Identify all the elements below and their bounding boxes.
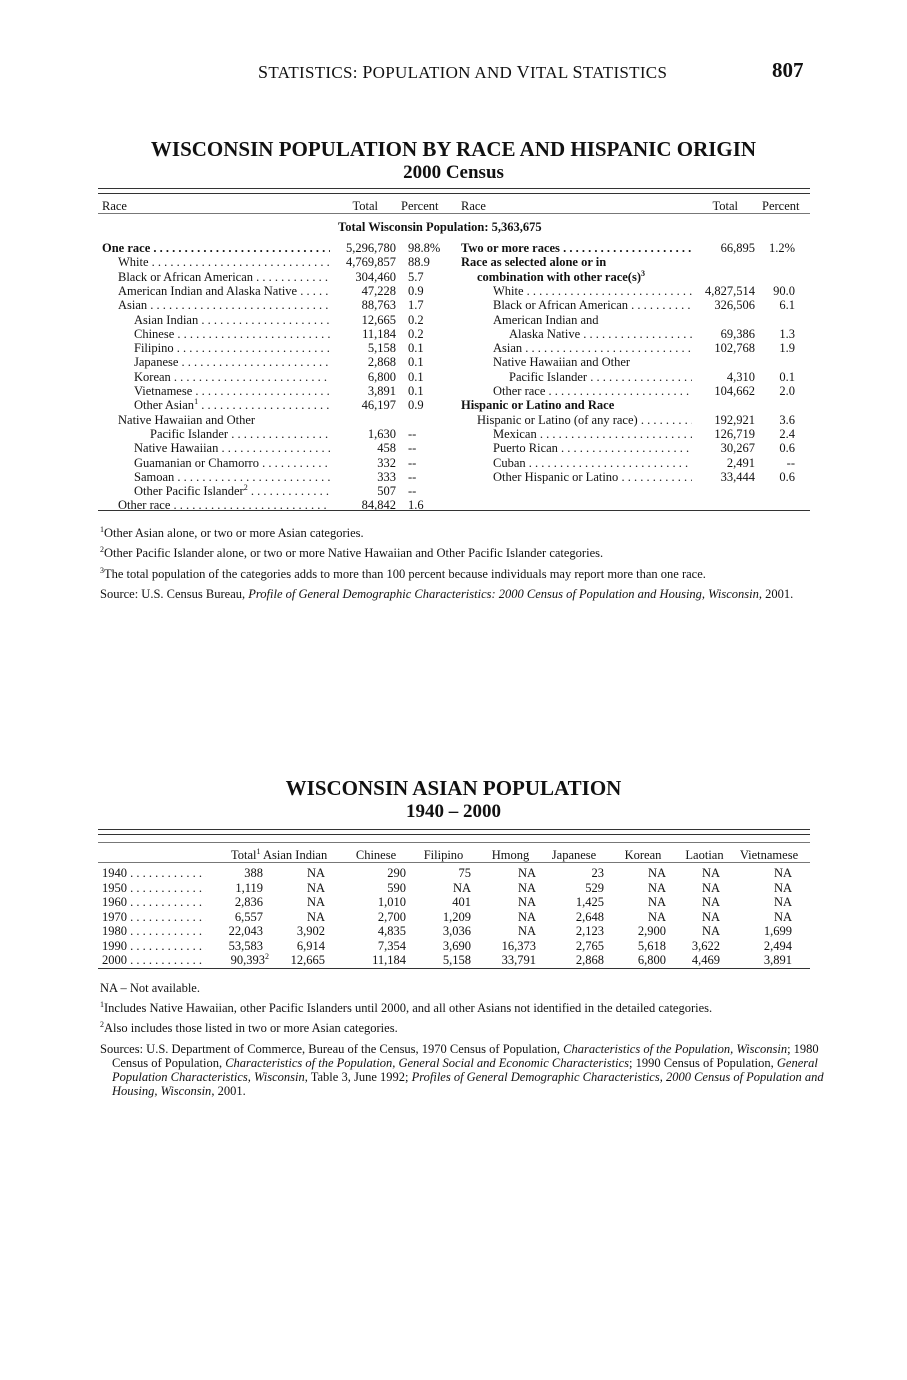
na-note: NA – Not available. [100,981,200,995]
table-cell: 4,469 [691,953,720,967]
table-cell: NA [701,895,720,909]
column-header [483,848,538,862]
table-cell: 5,618 [637,938,666,953]
cell-value: 22,043 [228,924,263,938]
table-cell: 1,209 [442,909,471,924]
table-cell: NA [647,866,666,880]
row-percent: 2.4 [779,426,795,441]
table-cell: NA [306,895,325,909]
row-percent: 1.6 [408,498,424,513]
row-percent: 0.2 [408,312,424,327]
running-header: STATISTICS: POPULATION AND VITAL STATISTICS [258,62,668,82]
row-label-text: White [118,255,149,270]
race-table-subtitle: 2000 Census [403,162,504,183]
table-cell: NA [306,866,325,880]
footnote-marker: 3 [640,268,645,278]
row-percent: -- [408,469,417,484]
row-label [134,470,330,484]
row-total: 6,800 [367,369,396,384]
column-header-text: Vietnamese [739,848,799,862]
row-percent: 0.1 [408,369,424,384]
cell-value: 2,836 [234,895,263,909]
row-label [493,456,692,470]
footnote-marker: 2 [243,484,248,493]
footnote-1: $^1$Other Asian alone, or two or more Asian categories. [100,525,364,540]
table-cell: 2,868 [575,953,604,967]
footnote-marker: 1 [194,398,199,407]
asian-table-title: WISCONSIN ASIAN POPULATION [285,776,622,800]
table-cell: NA [517,866,536,880]
table-cell: 2,494 [763,938,792,953]
cell-value: 1,119 [235,880,263,895]
row-total: 192,921 [714,412,755,427]
table-cell: NA [773,895,792,909]
table-cell: 3,902 [296,924,325,938]
row-percent: 3.6 [779,412,795,427]
row-percent: 1.3 [779,326,795,341]
table-cell: 33,791 [501,953,536,967]
row-percent: 0.6 [779,441,795,456]
row-label [493,313,692,327]
row-total: 2,868 [367,355,396,370]
row-label [134,441,330,455]
race-table-title: WISCONSIN POPULATION BY RACE AND HISPANIC ORIGIN [150,137,757,161]
column-header [677,848,732,862]
column-header-text: Asian Indian [263,848,328,862]
table-cell: 401 [452,895,471,909]
row-total: 2,491 [726,455,755,470]
row-total: 458 [377,441,396,456]
row-percent: 88.9 [408,255,430,270]
row-label-text: Japanese [134,355,179,370]
footnote-2: $^2$Also includes those listed in two or more Asian categories. [100,1020,398,1035]
table-rule [98,842,810,843]
row-label-text: Guamanian or Chamorro [134,455,259,470]
sources-note: Sources: U.S. Department of Commerce, Bureau of the Census, 1970 Census of Population, Characteristics of the Population, Wisconsin; 1980 Census of Population, Characteristics of the Population, General Social and Economic Characteristics; 1990 Census of Population, General Population Characteristics, Wisconsin, Table 3, June 1992; Profiles of General Demographic Characteristics, 2000 Census of Population and Housing, Wisconsin, 2001. [100,1042,824,1098]
row-label-text: American Indian and [493,312,599,327]
row-label [134,484,330,498]
cell-value: 6,557 [234,909,263,924]
table-cell: NA [773,866,792,880]
table-cell: NA [647,895,666,909]
row-label [461,255,692,269]
table-cell: 6,800 [637,953,666,967]
table-cell: 11,184 [372,953,406,967]
table-rule [98,510,810,511]
row-total: 104,662 [714,384,755,398]
row-total: 33,444 [720,469,755,484]
footnote-marker: 2 [265,952,269,961]
row-total: 507 [377,484,396,499]
row-label [134,341,330,355]
row-label [493,355,692,369]
row-label [134,384,330,398]
row-label-text: Two or more races [461,241,560,255]
table-cell [193,924,263,938]
row-percent: 1.7 [408,298,424,313]
row-label [118,284,330,298]
table-cell: NA [773,909,792,924]
row-percent: 2.0 [779,384,795,398]
row-label-text: Native Hawaiian [134,441,219,456]
row-percent: 0.1 [408,355,424,370]
row-label-text: Native Hawaiian and Other [493,355,631,370]
table-cell: 1,010 [377,895,406,909]
row-percent: 0.9 [408,398,424,413]
row-total: 30,267 [720,441,755,456]
column-header [733,848,805,862]
column-header: Percent [762,199,800,213]
row-label-text: Chinese [134,326,175,341]
footnote-3: $^3$The total population of the categories adds to more than 100 percent because individuals may report more than one race. [100,566,706,581]
year-label: 1980 . . . [102,924,206,938]
table-cell: 2,765 [575,938,604,953]
column-header-text: Japanese [551,848,597,862]
row-label [118,270,330,284]
column-header: Race [102,199,127,213]
table-cell: NA [773,880,792,895]
table-cell: 3,622 [691,938,720,953]
page-number: 807 [772,58,804,82]
row-label-text: Alaska Native [509,326,581,341]
row-percent: 0.6 [779,469,795,484]
footnote-1: $^1$Includes Native Hawaiian, other Pacific Islanders until 2000, and all other Asians not identified in the detailed categories. [100,1000,713,1015]
row-label-text: Puerto Rican [493,441,558,456]
row-label-text: Other Hispanic or Latino [493,469,619,484]
row-percent: 6.1 [779,298,795,313]
row-label-text: Mexican [493,426,537,441]
row-label-text: Race as selected alone or in [461,255,607,270]
row-label [134,355,330,369]
table-cell [193,881,263,895]
table-cell: NA [517,924,536,938]
column-header: Total [352,199,378,213]
row-label [134,327,330,341]
source-note: Source: U.S. Census Bureau, Profile of General Demographic Characteristics: 2000 Census of Population and Housing, Wisconsin, 2001. [100,587,794,601]
column-header-text: Filipino [423,848,464,862]
table-cell: NA [306,880,325,895]
row-label [493,470,692,484]
row-label-text: Pacific Islander [509,369,588,384]
row-label-text: Black or African American [118,269,254,284]
row-percent: 90.0 [773,283,795,298]
row-label [134,370,330,384]
row-percent: -- [408,426,417,441]
row-total: 47,228 [361,283,396,298]
column-header [416,848,471,862]
row-label [493,384,692,398]
row-total: 304,460 [355,269,396,284]
row-label-text: Other Asian [134,398,195,413]
table-cell: 590 [387,880,406,895]
row-percent: 1.9 [779,341,795,356]
table-cell [193,910,263,924]
column-header [618,848,668,862]
row-label [118,413,330,427]
row-total: 326,506 [714,298,755,313]
table-cell: 2,648 [575,909,604,924]
row-label [493,341,692,355]
row-percent: -- [408,484,417,499]
table-rule [98,862,810,863]
row-total: 3,891 [367,384,396,398]
row-percent: 1.2% [768,241,795,255]
table-rule [98,188,810,189]
row-label [118,298,330,312]
table-rule [98,968,810,969]
row-label-text: Vietnamese [134,384,193,398]
table-cell: 529 [585,880,604,895]
table-cell: 75 [458,866,471,880]
row-percent: -- [408,441,417,456]
table-cell: NA [701,909,720,924]
row-total: 4,827,514 [705,283,755,298]
total-population-line: Total Wisconsin Population: 5,363,675 [338,220,542,234]
table-cell: NA [517,909,536,924]
table-rule [98,193,810,194]
footnote-marker: 1 [256,847,261,856]
row-label [461,398,692,412]
row-label [102,241,330,255]
year-label: 1970 . . . [102,910,206,924]
table-cell: 4,835 [377,924,406,938]
row-total: 11,184 [362,326,396,341]
row-label [461,241,692,255]
row-label-text: Other Pacific Islander [134,484,244,499]
cell-value: 90,393 [230,953,265,967]
row-total: 332 [377,455,396,470]
column-header-text: Chinese [355,848,397,862]
column-header: Percent [401,199,439,213]
cell-value: 388 [244,866,263,880]
row-total: 66,895 [720,241,755,255]
table-cell: 16,373 [501,938,536,953]
column-header: Total [712,199,738,213]
table-rule [98,829,810,830]
column-header-text: Hmong [491,848,530,862]
row-label [134,456,330,470]
row-total: 4,310 [726,369,755,384]
row-label-text: Pacific Islander [150,426,229,441]
table-rule [98,834,810,835]
row-label-text: Korean [134,369,171,384]
table-cell: 2,123 [575,924,604,938]
row-total: 5,158 [367,341,396,356]
table-cell: NA [647,880,666,895]
table-cell: 290 [387,866,406,880]
row-label [134,398,330,412]
table-cell: 23 [591,866,604,880]
table-cell: 3,036 [442,924,471,938]
row-label-text: Hispanic or Latino (of any race) [477,412,638,427]
row-label-text: One race [102,241,151,255]
table-cell: NA [647,909,666,924]
row-percent: 0.1 [779,369,795,384]
table-cell: 2,900 [637,924,666,938]
table-cell: 3,891 [763,953,792,967]
asian-table-subtitle: 1940 – 2000 [406,801,501,822]
row-total: 88,763 [361,298,396,313]
row-total: 84,842 [361,498,396,513]
row-percent: 0.1 [408,384,424,398]
table-cell [193,939,263,953]
row-label [477,270,692,284]
row-label [509,370,692,384]
row-percent: 0.9 [408,283,424,298]
table-cell: NA [452,880,471,895]
row-label-text: combination with other race(s) [477,269,641,284]
table-cell: 1,425 [575,895,604,909]
column-header [263,848,328,862]
table-cell: NA [517,895,536,909]
table-cell: NA [517,880,536,895]
row-label-text: Black or African American [493,298,629,313]
row-total: 46,197 [361,398,396,413]
row-label [509,327,692,341]
row-label [150,427,330,441]
row-percent: 0.2 [408,326,424,341]
table-cell: 6,914 [296,938,325,953]
year-label: 1950 . . . [102,881,206,895]
row-label [493,298,692,312]
row-label [493,441,692,455]
table-cell: 7,354 [377,938,406,953]
table-cell: 12,665 [290,953,325,967]
row-label-text: Native Hawaiian and Other [118,412,256,427]
year-label: 1990 . . . [102,939,206,953]
column-header [346,848,406,862]
row-total: 333 [377,469,396,484]
table-cell: NA [701,866,720,880]
row-label-text: Filipino [134,341,174,356]
table-cell: 1,699 [763,924,792,938]
row-label-text: Samoan [134,469,175,484]
row-total: 5,296,780 [346,241,396,255]
table-cell [193,866,263,880]
column-header [544,848,604,862]
table-cell: NA [701,880,720,895]
row-percent: -- [408,455,417,470]
footnote-2: $^2$Other Pacific Islander alone, or two or more Native Hawaiian and Other Pacific Islander categories. [100,545,604,560]
column-header-text: Korean [624,848,662,862]
year-label: 1960 . . . [102,895,206,909]
row-total: 1,630 [367,426,396,441]
row-percent: -- [786,455,795,470]
row-label [134,313,330,327]
table-cell [193,895,263,909]
table-cell: 2,700 [377,909,406,924]
table-cell: NA [306,909,325,924]
column-header: Race [461,199,486,213]
cell-value: 53,583 [228,938,263,953]
row-total: 12,665 [361,312,396,327]
row-label-text: White [493,283,524,298]
row-total: 69,386 [720,326,755,341]
row-label-text: Asian Indian [134,312,199,327]
year-label: 1940 . . . [102,866,206,880]
row-label [118,255,330,269]
row-label-text: Other race [118,498,171,513]
row-label-text: Hispanic or Latino and Race [461,398,615,413]
row-label-text: Asian [493,341,523,356]
row-percent: 5.7 [408,269,424,284]
table-cell: NA [701,924,720,938]
row-label-text: Cuban [493,455,526,470]
row-label-text: American Indian and Alaska Native [118,283,298,298]
table-cell: 3,690 [442,938,471,953]
row-total: 126,719 [714,426,755,441]
row-total: 4,769,857 [346,255,396,270]
row-percent: 0.1 [408,341,424,356]
row-label [493,427,692,441]
row-label-text: Other race [493,384,546,398]
row-label [477,413,692,427]
row-total: 102,768 [714,341,755,356]
row-percent: 98.8% [408,241,441,255]
column-header-text: Laotian [685,848,724,862]
row-label [493,284,692,298]
column-header-text: Total [231,848,257,862]
year-label: 2000 . . . [102,953,206,967]
table-cell: 5,158 [442,953,471,967]
row-label-text: Asian [118,298,148,313]
